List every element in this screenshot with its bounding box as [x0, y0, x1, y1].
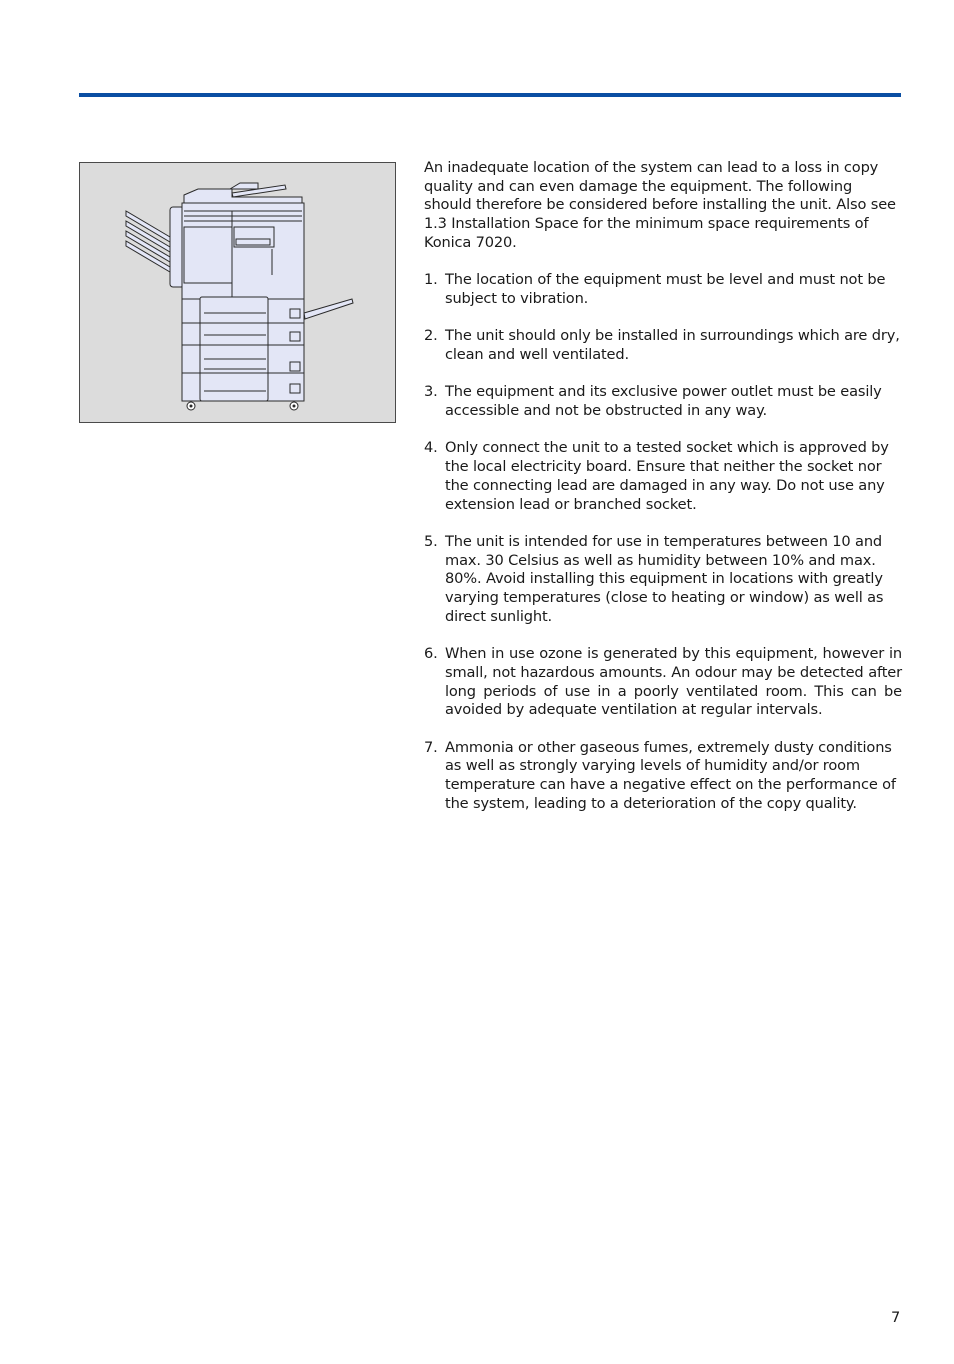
list-item	[424, 383, 902, 420]
list-item-number: 6.	[424, 645, 438, 663]
list-item-text: The location of the equipment must be level and must not be subject to vibration.	[445, 271, 886, 307]
header-rule	[79, 93, 901, 97]
figure-box	[79, 162, 396, 423]
finisher-output-trays	[126, 211, 170, 272]
list-item	[424, 739, 902, 814]
list-item-text: The equipment and its exclusive power outlet must be easily accessible and not be obstructed in any way.	[445, 383, 882, 420]
list-item-number: 2.	[424, 327, 438, 345]
intro-paragraph: An inadequate location of the system can lead to a loss in copy quality and can even damage the equipment. The following should therefore be considered before installing the unit. Also see 1.3 Installation Space for the minimum space requirements of Konica 7020.	[424, 159, 896, 251]
requirements-list	[424, 271, 902, 813]
list-item-number: 1.	[424, 271, 438, 289]
list-item-text: The unit should only be installed in surroundings which are dry, clean and well ventilated.	[445, 327, 900, 363]
copier-machine-illustration	[80, 163, 397, 424]
list-item-text: Only connect the unit to a tested socket which is approved by the local electricity board. Ensure that neither the socket nor the connecting lead are damaged in any way. Do not use any extension lead or branched socket.	[445, 439, 889, 513]
list-item	[424, 533, 902, 627]
list-item	[424, 271, 902, 308]
list-item-number: 5.	[424, 532, 438, 550]
page-number: 7	[891, 1309, 901, 1326]
list-item-number: 3.	[424, 383, 438, 401]
list-item	[424, 439, 902, 514]
body-text	[424, 159, 902, 832]
list-item-number: 4.	[424, 439, 438, 457]
list-item	[424, 327, 902, 364]
list-item-text: Ammonia or other gaseous fumes, extremely dusty conditions as well as strongly varying levels of humidity and/or room temperature can have a negative effect on the performance of the system, leading to a deterioration of the copy quality.	[445, 738, 896, 812]
list-item-text: The unit is intended for use in temperatures between 10 and max. 30 Celsius as well as humidity between 10% and max. 80%. Avoid installing this equipment in locations with greatly varying temperatures (close to heating or window) as well as direct sunlight.	[445, 532, 884, 625]
list-item-number: 7.	[424, 738, 438, 756]
list-item-text: When in use ozone is generated by this equipment, however in small, not hazardous amounts. An odour may be detected after long periods of use in a poorly ventilated room. This can be avoided by adequate ventilation at regular intervals.	[445, 645, 902, 719]
list-item	[424, 645, 902, 720]
